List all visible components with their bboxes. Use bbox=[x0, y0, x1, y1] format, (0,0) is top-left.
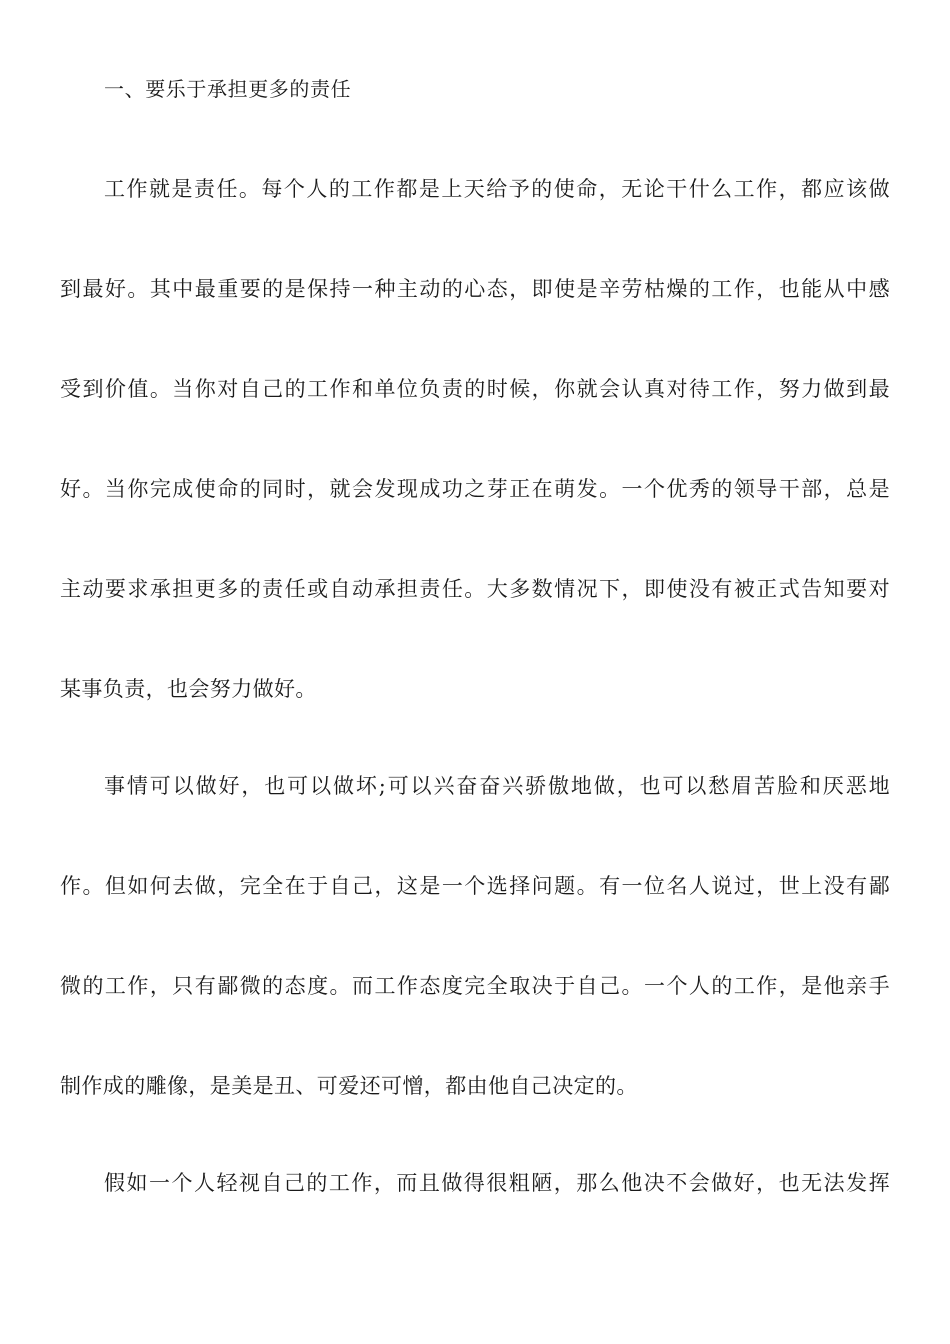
section-heading: 一、要乐于承担更多的责任 bbox=[104, 77, 352, 101]
paragraph-1-line-2: 到最好。其中最重要的是保持一种主动的心态，即使是辛劳枯燥的工作，也能从中感 bbox=[60, 277, 890, 301]
paragraph-1-line-5: 主动要求承担更多的责任或自动承担责任。大多数情况下，即使没有被正式告知要对 bbox=[60, 577, 890, 601]
paragraph-2-line-1: 事情可以做好，也可以做坏;可以兴奋奋兴骄傲地做，也可以愁眉苦脸和厌恶地 bbox=[104, 774, 890, 798]
paragraph-2-line-3: 微的工作，只有鄙微的态度。而工作态度完全取决于自己。一个人的工作，是他亲手 bbox=[60, 974, 890, 998]
paragraph-1-line-1: 工作就是责任。每个人的工作都是上天给予的使命，无论干什么工作，都应该做 bbox=[104, 177, 890, 201]
paragraph-1-line-4: 好。当你完成使命的同时，就会发现成功之芽正在萌发。一个优秀的领导干部，总是 bbox=[60, 477, 890, 501]
paragraph-1-line-3: 受到价值。当你对自己的工作和单位负责的时候，你就会认真对待工作，努力做到最 bbox=[60, 377, 890, 401]
paragraph-2-line-4: 制作成的雕像，是美是丑、可爱还可憎，都由他自己决定的。 bbox=[60, 1074, 638, 1098]
paragraph-3-line-1: 假如一个人轻视自己的工作，而且做得很粗陋，那么他决不会做好，也无法发挥 bbox=[104, 1171, 890, 1195]
paragraph-2-line-2: 作。但如何去做，完全在于自己，这是一个选择问题。有一位名人说过，世上没有鄙 bbox=[60, 874, 890, 898]
paragraph-1-line-6: 某事负责，也会努力做好。 bbox=[60, 677, 317, 701]
